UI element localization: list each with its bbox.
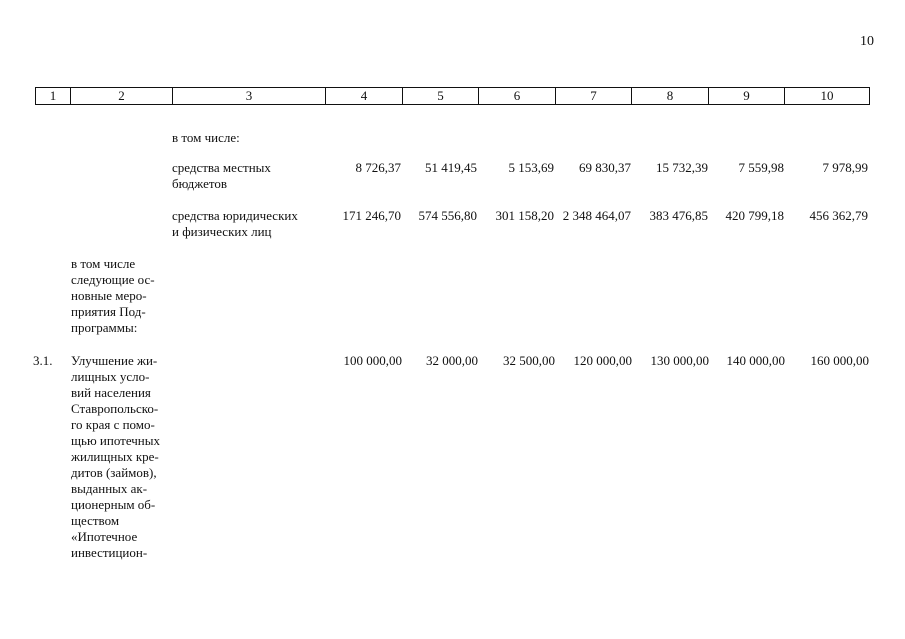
legal-persons-label-line-1: средства юридических bbox=[172, 208, 298, 223]
item-3-1-value-col8: 130 000,00 bbox=[650, 353, 709, 368]
item-3-1-title-line-11: ществом bbox=[71, 513, 120, 528]
column-number-header bbox=[35, 87, 870, 105]
item-3-1-value-col5: 32 000,00 bbox=[426, 353, 478, 368]
item-3-1-code: 3.1. bbox=[33, 353, 53, 368]
legal-persons-label bbox=[172, 208, 324, 240]
item-3-1-value-col4: 100 000,00 bbox=[343, 353, 402, 368]
item-3-1-title-line-10: ционерным об- bbox=[71, 497, 156, 512]
local-budgets-value-col4: 8 726,37 bbox=[355, 160, 401, 175]
item-3-1-title-line-7: жилищных кре- bbox=[71, 449, 159, 464]
legal-persons-value-col9: 420 799,18 bbox=[725, 208, 784, 223]
legal-persons-value-col10: 456 362,79 bbox=[809, 208, 868, 223]
item-3-1-value-col6: 32 500,00 bbox=[503, 353, 555, 368]
legal-persons-value-col5: 574 556,80 bbox=[418, 208, 477, 223]
local-budgets-value-col8: 15 732,39 bbox=[656, 160, 708, 175]
item-3-1-title-line-2: лищных усло- bbox=[71, 369, 150, 384]
measures-heading-line-4: приятия Под- bbox=[71, 304, 146, 319]
local-budgets-label bbox=[172, 160, 324, 192]
header-col-9: 9 bbox=[709, 88, 785, 105]
local-budgets-value-col5: 51 419,45 bbox=[425, 160, 477, 175]
measures-heading-line-3: новные меро- bbox=[71, 288, 147, 303]
header-col-3: 3 bbox=[173, 88, 326, 105]
item-3-1-title-line-9: выданных ак- bbox=[71, 481, 148, 496]
item-3-1-value-col7: 120 000,00 bbox=[573, 353, 632, 368]
item-3-1-value-col10: 160 000,00 bbox=[810, 353, 869, 368]
item-3-1-title-line-1: Улучшение жи- bbox=[71, 353, 158, 368]
legal-persons-label-line-2: и физических лиц bbox=[172, 224, 272, 239]
measures-heading bbox=[71, 256, 173, 336]
legal-persons-value-col6: 301 158,20 bbox=[495, 208, 554, 223]
legal-persons-value-col8: 383 476,85 bbox=[649, 208, 708, 223]
header-col-10: 10 bbox=[785, 88, 870, 105]
including-label: в том числе: bbox=[172, 130, 240, 145]
item-3-1-title-line-13: инвестицион- bbox=[71, 545, 148, 560]
legal-persons-value-col4: 171 246,70 bbox=[342, 208, 401, 223]
item-3-1-title-line-5: го края с помо- bbox=[71, 417, 155, 432]
header-col-2: 2 bbox=[71, 88, 173, 105]
local-budgets-value-col9: 7 559,98 bbox=[738, 160, 784, 175]
header-col-7: 7 bbox=[556, 88, 632, 105]
local-budgets-value-col7: 69 830,37 bbox=[579, 160, 631, 175]
header-col-1: 1 bbox=[36, 88, 71, 105]
header-col-5: 5 bbox=[403, 88, 479, 105]
header-col-4: 4 bbox=[326, 88, 403, 105]
header-col-6: 6 bbox=[479, 88, 556, 105]
local-budgets-label-line-2: бюджетов bbox=[172, 176, 228, 191]
local-budgets-value-col10: 7 978,99 bbox=[822, 160, 868, 175]
local-budgets-value-col6: 5 153,69 bbox=[508, 160, 554, 175]
page-number: 10 bbox=[860, 34, 874, 49]
measures-heading-line-1: в том числе bbox=[71, 256, 136, 271]
local-budgets-label-line-1: средства местных bbox=[172, 160, 271, 175]
item-3-1-value-col9: 140 000,00 bbox=[726, 353, 785, 368]
legal-persons-value-col7: 2 348 464,07 bbox=[562, 208, 631, 223]
header-col-8: 8 bbox=[632, 88, 709, 105]
measures-heading-line-2: следующие ос- bbox=[71, 272, 155, 287]
item-3-1-title-line-3: вий населения bbox=[71, 385, 151, 400]
item-3-1-title-line-6: щью ипотечных bbox=[71, 433, 161, 448]
item-3-1-title-line-8: дитов (займов), bbox=[71, 465, 157, 480]
item-3-1-title-line-12: «Ипотечное bbox=[71, 529, 138, 544]
item-3-1-title bbox=[71, 353, 173, 561]
item-3-1-title-line-4: Ставропольско- bbox=[71, 401, 159, 416]
measures-heading-line-5: программы: bbox=[71, 320, 138, 335]
